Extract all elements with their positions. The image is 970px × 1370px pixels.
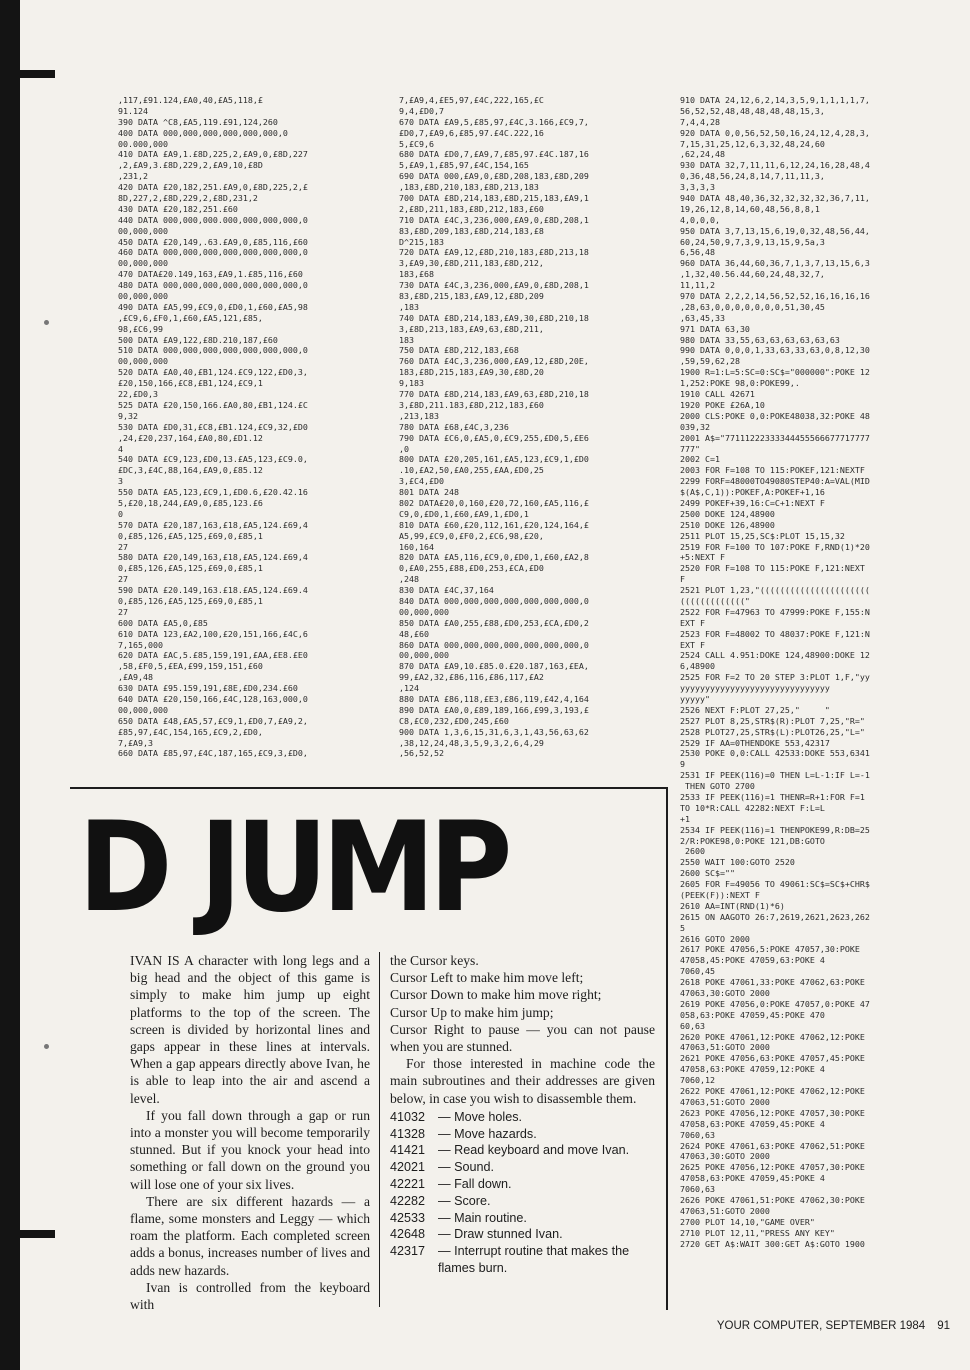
listing-line: ,38,12,24,48,3,5,9,3,2,6,4,29 <box>399 737 544 748</box>
listing-line: 2527 PLOT 8,25,STR$(R):PLOT 7,25,"R=" <box>680 715 865 726</box>
listing-line: 2616 GOTO 2000 <box>680 933 750 944</box>
listing-line: 525 DATA £20,150,166.£A0,80,£B1,124.£C <box>118 399 308 410</box>
listing-line: 4,0,0,0, <box>680 214 720 225</box>
listing-line: 27 <box>118 541 128 552</box>
listing-line: 2001 A$="77111222333344455566677717777 <box>680 432 870 443</box>
listing-line: 7,15,31,25,12,6,3,32,48,24,60 <box>680 138 825 149</box>
listing-line: 60,63 <box>680 1020 705 1031</box>
listing-line: 2621 POKE 47056,63:POKE 47057,45:POKE <box>680 1053 865 1064</box>
listing-line: ,231,2 <box>118 171 148 182</box>
listing-line: 2618 POKE 47061,33:POKE 47062,63:POKE <box>680 977 865 988</box>
listing-line: 850 DATA £A0,255,£88,£D0,253,£CA,£D0,2 <box>399 617 589 628</box>
page-footer <box>700 1320 950 1332</box>
listing-line: 480 DATA 000,000,000,000,000,000,000,0 <box>118 280 308 291</box>
article-left-column <box>130 952 370 1313</box>
subroutine-item <box>390 1109 655 1126</box>
listing-line: 430 DATA £20,182,251.£60 <box>118 203 238 214</box>
listing-line: C8,£C0,232,£D0,245,£60 <box>399 715 509 726</box>
listing-line: 00,000,000 <box>118 704 168 715</box>
listing-line: 7,4,4,28 <box>680 116 720 127</box>
listing-line: 183,£68 <box>399 269 434 280</box>
listing-column-2 <box>399 95 657 775</box>
listing-line: 5,£20,18,244,£A9,0,£85,123.£6 <box>118 497 263 508</box>
listing-line: 9,32 <box>118 410 138 421</box>
subroutine-item <box>390 1243 655 1277</box>
listing-line: 880 DATA £86,118,£E3,£86,119,£42,4,164 <box>399 693 589 704</box>
listing-line: ,124 <box>399 683 419 694</box>
listing-line: 56,52,52,48,48,48,48,48,15,3, <box>680 105 825 116</box>
listing-line: 2531 IF PEEK(116)=0 THEN L=L-1:IF L=-1 <box>680 770 870 781</box>
listing-line: 730 DATA £4C,3,236,000,£A9,0,£8D,208,1 <box>399 280 589 291</box>
subroutine-item <box>390 1126 655 1143</box>
listing-line: 2523 FOR F=48002 TO 48037:POKE F,121:N <box>680 628 870 639</box>
page-number: 91 <box>937 1320 950 1332</box>
listing-line: 7,£A9,3 <box>118 737 153 748</box>
listing-line: 950 DATA 3,7,13,15,6,19,0,32,48,56,44, <box>680 225 870 236</box>
listing-line: 550 DATA £A5,123,£C9,1,£D0.6,£20.42.16 <box>118 487 308 498</box>
listing-line: 420 DATA £20,182,251.£A9,0,£8D,225,2,£ <box>118 182 308 193</box>
listing-line: 0,36,48,56,24,8,14,7,11,11,3, <box>680 171 825 182</box>
listing-line: 8D,227,2,£8D,229,2,£8D,231,2 <box>118 193 258 204</box>
listing-line: ,213,183 <box>399 410 439 421</box>
listing-line: 990 DATA 0,0,0,1,33,63,33,63,0,8,12,30 <box>680 345 870 356</box>
listing-line: 058,63:POKE 47059,45:POKE 470 <box>680 1009 825 1020</box>
listing-line: ,24,£20,237,164,£A0,80,£D1.12 <box>118 432 263 443</box>
listing-line: yyyyy" <box>680 693 710 704</box>
subroutine-item <box>390 1142 655 1159</box>
print-speck <box>44 1044 49 1049</box>
listing-line: 2600 <box>680 846 705 857</box>
listing-line: 3,3,3,3 <box>680 182 715 193</box>
listing-line: 690 DATA 000,£A9,0,£8D,208,183,£8D,209 <box>399 171 589 182</box>
listing-line: 2002 C=1 <box>680 454 720 465</box>
listing-line: 1900 R=1:L=5:SC=0:SC$="000000":POKE 12 <box>680 367 870 378</box>
subroutine-item <box>390 1193 655 1210</box>
listing-line: 930 DATA 32,7,11,11,6,12,24,16,28,48,4 <box>680 160 870 171</box>
listing-line: 00,000,000 <box>118 356 168 367</box>
listing-line: 7,165,000 <box>118 639 163 650</box>
listing-line: 00,000,000 <box>118 291 168 302</box>
lives-paragraph: If you fall down through a gap or run into a monster you will become temporarily stunned. But if you knock your head into something or fall down on the ground you will lose one of your six lives. <box>130 1107 370 1192</box>
listing-line: 400 DATA 000,000,000,000,000,000,0 <box>118 127 288 138</box>
listing-line: 83,£8D,215,183,£A9,12,£8D,209 <box>399 291 544 302</box>
listing-line: 7060,45 <box>680 966 715 977</box>
listing-line: 460 DATA 000,000,000,000,000,000,000,0 <box>118 247 308 258</box>
listing-line: 660 DATA £85,97,£4C,187,165,£C9,3,£D0, <box>118 748 308 759</box>
listing-line: 2710 PLOT 12,11,"PRESS ANY KEY" <box>680 1227 835 1238</box>
listing-line: ,28,63,0,0,0,0,0,0,0,51,30,45 <box>680 301 825 312</box>
listing-line: 750 DATA £8D,212,183,£68 <box>399 345 519 356</box>
listing-line: 2600 SC$="" <box>680 868 735 879</box>
listing-line: 700 DATA £8D,214,183,£8D,215,183,£A9,1 <box>399 193 589 204</box>
listing-line: 5 <box>680 922 685 933</box>
subroutine-description: — Move hazards. <box>438 1126 537 1141</box>
listing-line: 840 DATA 000,000,000,000,000,000,000,0 <box>399 595 589 606</box>
listing-line: 2700 PLOT 14,10,"GAME OVER" <box>680 1216 815 1227</box>
listing-line: 940 DATA 48,40,36,32,32,32,32,36,7,11, <box>680 193 870 204</box>
listing-line: 3,£A9,30,£8D,211,183,£8D,212, <box>399 258 544 269</box>
listing-line: 2526 NEXT F:PLOT 27,25," " <box>680 704 830 715</box>
listing-line: 039,32 <box>680 421 710 432</box>
listing-line: 490 DATA £A5,99,£C9,0,£D0,1,£60,£A5,98 <box>118 301 308 312</box>
listing-line: .10,£A2,50,£A0,255,£AA,£D0,25 <box>399 465 544 476</box>
listing-line: 980 DATA 33,55,63,63,63,63,63,63 <box>680 334 840 345</box>
listing-line: 610 DATA 123,£A2,100,£20,151,166,£4C,6 <box>118 628 308 639</box>
listing-line: 11,11,2 <box>680 280 715 291</box>
article-box-top-rule <box>70 787 668 789</box>
listing-line: 970 DATA 2,2,2,14,56,52,52,16,16,16,16 <box>680 291 870 302</box>
listing-line: 810 DATA £60,£20,112,161,£20,124,164,£ <box>399 519 589 530</box>
listing-line: 800 DATA £20,205,161,£A5,123,£C9,1,£D0 <box>399 454 589 465</box>
listing-line: 820 DATA £A5,116,£C9,0,£D0,1,£60,£A2,8 <box>399 552 589 563</box>
listing-line: 0,£85,126,£A5,125,£69,0,£85,1 <box>118 563 263 574</box>
listing-line: ,58,£F0,5,£EA,£99,159,151,£60 <box>118 661 263 672</box>
listing-line: 777" <box>680 443 700 454</box>
listing-line: 2500 DOKE 124,48900 <box>680 508 775 519</box>
listing-line: 47063,51:GOTO 2000 <box>680 1205 770 1216</box>
listing-line: 2524 CALL 4.951:DOKE 124,48900:DOKE 12 <box>680 650 870 661</box>
listing-line: £20,150,166,£C8,£B1,124,£C9,1 <box>118 378 263 389</box>
subroutine-description: — Draw stunned Ivan. <box>438 1227 563 1242</box>
listing-column-1 <box>118 95 380 775</box>
listing-line: 2003 FOR F=108 TO 115:POKEF,121:NEXTF <box>680 465 865 476</box>
listing-line: 00,000,000 <box>399 606 449 617</box>
listing-line: 2615 ON AAGOTO 26:7,2619,2621,2623,262 <box>680 911 870 922</box>
listing-line: 670 DATA £A9,5,£85,97,£4C,3.166,£C9,7, <box>399 116 589 127</box>
listing-line: EXT F <box>680 639 705 650</box>
listing-line: 830 DATA £4C,37,164 <box>399 585 494 596</box>
listing-line: THEN GOTO 2700 <box>680 781 755 792</box>
left-edge-band <box>0 0 20 1370</box>
listing-line: 3,£8D,213,183,£A9,63,£8D,211, <box>399 323 544 334</box>
listing-line: ,62,24,48 <box>680 149 725 160</box>
article-box-right-rule <box>666 787 668 1310</box>
listing-line: 47063,30:GOTO 2000 <box>680 988 770 999</box>
subroutine-list <box>390 1109 655 1277</box>
listing-line: TO 10*R:CALL 42282:NEXT F:L=L <box>680 802 825 813</box>
listing-line: 710 DATA £4C,3,236,000,£A9,0,£8D,208,1 <box>399 214 589 225</box>
listing-line: C9,0,£D0,1,£60,£A9,1,£D0,1 <box>399 508 529 519</box>
listing-line: 98,£C6,99 <box>118 323 163 334</box>
listing-line: 870 DATA £A9,10.£85.0.£20.187,163,£EA, <box>399 661 589 672</box>
listing-line: 760 DATA £4C,3,236,000,£A9,12,£8D,20E, <box>399 356 589 367</box>
listing-line: £85,97,£4C,154,165,£C9,2,£D0, <box>118 726 263 737</box>
listing-line: 1920 POKE £26A,10 <box>680 399 765 410</box>
listing-line: ,117,£91.124,£A0,40,£A5,118,£ <box>118 95 263 105</box>
listing-line: 160,164 <box>399 541 434 552</box>
listing-line: 390 DATA ^C8,£A5,119.£91,124,260 <box>118 116 278 127</box>
listing-line: 2,£8D,211,183,£8D,212,183,£60 <box>399 203 544 214</box>
listing-line: 2499 POKEF+39,16:C=C+1:NEXT F <box>680 497 825 508</box>
listing-line: 630 DATA £95.159,191,£8E,£D0,234.£60 <box>118 683 298 694</box>
listing-line: 590 DATA £20.149,163.£18.£A5,124.£69.4 <box>118 585 308 596</box>
listing-line: 83,£8D,209,183,£8D,214,183,£8 <box>399 225 544 236</box>
listing-line: 510 DATA 000,000,000,000,000,000,000,0 <box>118 345 308 356</box>
listing-line: 3,£C4,£D0 <box>399 476 444 487</box>
controls-line: Cursor Down to make him move right; <box>390 987 602 1003</box>
listing-line: 2617 POKE 47056,5:POKE 47057,30:POKE <box>680 944 860 955</box>
listing-line: ,£C9,6,£F0,1,£60,£A5,121,£85, <box>118 312 263 323</box>
subroutine-description: — Main routine. <box>438 1210 527 1225</box>
listing-line: 2550 WAIT 100:GOTO 2520 <box>680 857 795 868</box>
listing-line: 801 DATA 248 <box>399 487 459 498</box>
listing-line: 5,£A9,1,£85,97,£4C,154,165 <box>399 160 529 171</box>
listing-line: 00,000,000 <box>118 225 168 236</box>
listing-line: 6,56,48 <box>680 247 715 258</box>
listing-line: 0,£A0,255,£88,£D0,253,£CA,£D0 <box>399 563 544 574</box>
listing-line: 47058,63:POKE 47059,12:POKE 4 <box>680 1064 825 1075</box>
listing-line: 5,£C9,6 <box>399 138 434 149</box>
subroutine-address: 42282 <box>390 1193 426 1208</box>
listing-line: 2625 POKE 47056,12:POKE 47057,30:POKE <box>680 1162 865 1173</box>
listing-line: 540 DATA £C9,123,£D0,13.£A5,123,£C9.0, <box>118 454 308 465</box>
subroutine-item <box>390 1210 655 1227</box>
listing-line: 2530 POKE 0,0:CALL 42533:DOKE 553,6341 <box>680 748 870 759</box>
listing-line: 00,000,000 <box>399 650 449 661</box>
subroutine-description: — Read keyboard and move Ivan. <box>438 1143 630 1158</box>
listing-line: ,56,52,52 <box>399 748 444 759</box>
listing-line: 60,24,50,9,7,3,9,13,15,9,5a,3 <box>680 236 825 247</box>
listing-line: 1910 CALL 42671 <box>680 389 755 400</box>
listing-line: ,248 <box>399 574 419 585</box>
intro-paragraph: IVAN IS A character with long legs and a big head and the object of this game is simply to make him jump up eight platforms to the top of the screen. The screen is divided by horizontal lines and gaps appear in these lines at intervals. When a gap appears directly above Ivan, he is able to leap into the air and ascend a level. <box>130 953 370 1106</box>
subroutine-address: 42221 <box>390 1177 426 1192</box>
listing-line: 1,252:POKE 98,0:POKE99,. <box>680 378 800 389</box>
listing-line: 3,£8D,211.183,£8D,212,183,£60 <box>399 399 544 410</box>
article-right-column <box>390 952 655 1277</box>
listing-line: 650 DATA £48,£A5,57,£C9,1,£D0,7,£A9,2, <box>118 715 308 726</box>
listing-line: 2623 POKE 47056,12:POKE 47057,30:POKE <box>680 1107 865 1118</box>
listing-line: 47063,51:GOTO 2000 <box>680 1042 770 1053</box>
listing-line: 6,48900 <box>680 661 715 672</box>
listing-line: +5:NEXT F <box>680 552 725 563</box>
listing-line: 770 DATA £8D,214,183,£A9,63,£8D,210,18 <box>399 389 589 400</box>
controls-line: Cursor Left to make him move left; <box>390 970 584 986</box>
machine-code-paragraph: For those interested in machine code the main subroutines and their addresses are given below, in case you wish to disassemble them. <box>390 1056 655 1106</box>
publication-name: YOUR COMPUTER, SEPTEMBER 1984 <box>716 1320 926 1332</box>
listing-line: 48,£60 <box>399 628 429 639</box>
print-speck <box>44 320 49 325</box>
listing-line: 2000 CLS:POKE 0,0:POKE48038,32:POKE 48 <box>680 410 870 421</box>
listing-line: 7060,63 <box>680 1184 715 1195</box>
listing-line: 3 <box>118 476 123 487</box>
listing-line: 740 DATA £8D,214,183,£A9,30,£8D,210,18 <box>399 312 589 323</box>
listing-line: 9,183 <box>399 378 424 389</box>
listing-line: ,183,£8D,210,183,£8D,213,183 <box>399 182 539 193</box>
subroutine-address: 42021 <box>390 1160 426 1175</box>
subroutine-description: — Sound. <box>438 1160 495 1175</box>
listing-line: 900 DATA 1,3,6,15,31,6,3,1,43,56,63,62 <box>399 726 589 737</box>
listing-line: 2511 PLOT 15,25,SC$:PLOT 15,15,32 <box>680 530 845 541</box>
article-headline: D JUMP <box>78 796 506 940</box>
subroutine-description: — Fall down. <box>438 1177 512 1192</box>
listing-line: EXT F <box>680 617 705 628</box>
subroutine-address: 42648 <box>390 1227 426 1242</box>
listing-line: 7060,12 <box>680 1075 715 1086</box>
subroutine-address: 41328 <box>390 1126 426 1141</box>
listing-line: 0,£85,126,£A5,125,£69,0,£85,1 <box>118 530 263 541</box>
listing-line: 440 DATA 000,000,000.000,000,000,000,0 <box>118 214 308 225</box>
listing-line: 520 DATA £A0,40,£B1,124.£C9,122,£D0,3, <box>118 367 308 378</box>
listing-line: 2525 FOR F=2 TO 20 STEP 3:PLOT 1,F,"yy <box>680 672 870 683</box>
subroutine-description: — Interrupt routine that makes the flames burn. <box>438 1244 630 1275</box>
listing-line: (((((((((((((" <box>680 595 750 606</box>
listing-line: 2620 POKE 47061,12:POKE 47062,12:POKE <box>680 1031 865 1042</box>
listing-line: 2529 IF AA=0THENDOKE 553,42317 <box>680 737 830 748</box>
listing-line: 00.000,000 <box>118 138 168 149</box>
edge-notch-bottom <box>0 1230 55 1238</box>
listing-line: 2510 DOKE 126,48900 <box>680 519 775 530</box>
listing-line: 0,£85,126,£A5,125,£69,0,£85,1 <box>118 595 263 606</box>
listing-line: 7,£A9,4,£E5,97,£4C,222,165,£C <box>399 95 544 105</box>
listing-line: 470 DATA£20.149,163,£A9,1.£85,116,£60 <box>118 269 303 280</box>
listing-line: 971 DATA 63,30 <box>680 323 750 334</box>
listing-line: 183 <box>399 334 414 345</box>
listing-line: 19,26,12,8,14,60,48,56,8,8,1 <box>680 203 820 214</box>
hazards-paragraph: There are six different hazards — a flame, some monsters and Leggy — which roam the platform. Each completed screen adds a bonus, increases number of lives and adds new hazards. <box>130 1193 370 1278</box>
listing-line: 7060,63 <box>680 1129 715 1140</box>
controls-intro-paragraph: Ivan is controlled from the keyboard with <box>130 1279 370 1313</box>
listing-line: 802 DATA£20,0,160,£20,72,160,£A5,116,£ <box>399 497 589 508</box>
listing-line: 860 DATA 000,000,000,000,000,000,000,0 <box>399 639 589 650</box>
listing-line: 530 DATA £D0,31,£C8,£B1.124,£C9,32,£D0 <box>118 421 308 432</box>
listing-line: 27 <box>118 606 128 617</box>
listing-line: 890 DATA £A0,0,£89,189,166,£99,3,193,£ <box>399 704 589 715</box>
listing-line: D^215,183 <box>399 236 444 247</box>
listing-line: 99,£A2,32,£86,116,£86,117,£A2 <box>399 672 544 683</box>
listing-line: 2619 POKE 47056,0:POKE 47057,0:POKE 47 <box>680 998 870 1009</box>
listing-line: (PEEK(F)):NEXT F <box>680 890 760 901</box>
listing-line: ,183 <box>399 301 419 312</box>
listing-line: 580 DATA £20,149,163,£18,£A5,124.£69,4 <box>118 552 308 563</box>
subroutine-description: — Move holes. <box>438 1109 522 1124</box>
listing-line: 0 <box>118 508 123 519</box>
listing-line: ,0 <box>399 443 409 454</box>
listing-line: 570 DATA £20,187,163,£18,£A5,124.£69,4 <box>118 519 308 530</box>
listing-line: 450 DATA £20,149,.63.£A9,0,£85,116,£60 <box>118 236 308 247</box>
listing-line: 47063,51:GOTO 2000 <box>680 1096 770 1107</box>
listing-line: 790 DATA £C6,0,£A5,0,£C9,255,£D0,5,£E6 <box>399 432 589 443</box>
listing-line: 47058,63:POKE 47059,45:POKE 4 <box>680 1118 825 1129</box>
listing-line: 2720 GET A$:WAIT 300:GET A$:GOTO 1900 <box>680 1238 865 1249</box>
listing-line: 2626 POKE 47061,51:POKE 47062,30:POKE <box>680 1194 865 1205</box>
edge-notch-top <box>0 70 55 78</box>
listing-line: 2/R:POKE98,0:POKE 121,DB:GOTO <box>680 835 825 846</box>
listing-line: 00,000,000 <box>118 258 168 269</box>
listing-line: 2622 POKE 47061,12:POKE 47062,12:POKE <box>680 1086 865 1097</box>
listing-line: 9 <box>680 759 685 770</box>
listing-line: 2610 AA=INT(RND(1)*6) <box>680 900 785 911</box>
listing-line: £DC,3,£4C,88,164,£A9,0,£85.12 <box>118 465 263 476</box>
listing-line: 2521 PLOT 1,23,"(((((((((((((((((((((( <box>680 585 870 596</box>
listing-line: 620 DATA £AC,5.£85,159,191,£AA,£E8.£E0 <box>118 650 308 661</box>
listing-line: +1 <box>680 813 690 824</box>
listing-line: 910 DATA 24,12,6,2,14,3,5,9,1,1,1,1,7, <box>680 95 870 105</box>
subroutine-item <box>390 1226 655 1243</box>
listing-line: 2522 FOR F=47963 TO 47999:POKE F,155:N <box>680 606 870 617</box>
listing-line: 920 DATA 0,0,56,52,50,16,24,12,4,28,3, <box>680 127 870 138</box>
listing-line: 2528 PLOT27,25,STR$(L):PLOT26,25,"L=" <box>680 726 865 737</box>
listing-line: 27 <box>118 574 128 585</box>
listing-line: ,£A9,48 <box>118 672 153 683</box>
listing-line: 4 <box>118 443 123 454</box>
subroutine-address: 42317 <box>390 1244 426 1259</box>
subroutine-address: 41421 <box>390 1143 426 1158</box>
listing-line: 2520 FOR F=108 TO 115:POKE F,121:NEXT <box>680 563 865 574</box>
controls-line: Cursor Up to make him jump; <box>390 1004 554 1020</box>
listing-line: 960 DATA 36,44,60,36,7,1,3,7,13,15,6,3 <box>680 258 870 269</box>
subroutine-item <box>390 1159 655 1176</box>
listing-line: 47058,45:POKE 47059,63:POKE 4 <box>680 955 825 966</box>
listing-line: 680 DATA £D0,7,£A9,7,£85,97.£4C.187,16 <box>399 149 589 160</box>
listing-line: 2624 POKE 47061,63:POKE 47062,51:POKE <box>680 1140 865 1151</box>
column-divider <box>379 952 380 1307</box>
listing-line: ,2,£A9,3.£8D,229,2,£A9,10,£8D <box>118 160 263 171</box>
listing-line: $(A$,C,1)):POKEF,A:POKEF+1,16 <box>680 487 825 498</box>
listing-line: 91.124 <box>118 105 148 116</box>
listing-line: £D0,7,£A9,6,£85,97.£4C.222,16 <box>399 127 544 138</box>
controls-line: Cursor Right to pause — you can not pause when you are stunned. <box>390 1021 655 1055</box>
listing-line: yyyyyyyyyyyyyyyyyyyyyyyyyyyyyy <box>680 683 830 694</box>
listing-line: ,63,45,33 <box>680 312 725 323</box>
subroutine-address: 42533 <box>390 1210 426 1225</box>
listing-line: 2605 FOR F=49056 TO 49061:SC$=SC$+CHR$ <box>680 879 870 890</box>
listing-line: A5,99,£C9,0,£F0,2,£C6,98,£20, <box>399 530 544 541</box>
listing-line: 2299 FORF=48000TO49080STEP40:A=VAL(MID <box>680 476 870 487</box>
listing-line: 2534 IF PEEK(116)=1 THENPOKE99,R:DB=25 <box>680 824 870 835</box>
listing-line: 47063,30:GOTO 2000 <box>680 1151 770 1162</box>
listing-line: F <box>680 574 685 585</box>
listing-column-3 <box>680 95 950 1310</box>
listing-line: 500 DATA £A9,122,£8D.210,187,£60 <box>118 334 278 345</box>
listing-line: 600 DATA £A5,0,£85 <box>118 617 208 628</box>
listing-line: ,1,32,40.56.44,60,24,48,32,7, <box>680 269 825 280</box>
listing-line: 22,£D0,3 <box>118 389 158 400</box>
listing-line: 9,4,£D0,7 <box>399 105 444 116</box>
subroutine-item <box>390 1176 655 1193</box>
subroutine-address: 41032 <box>390 1109 426 1124</box>
listing-line: ,59,59,62,28 <box>680 356 740 367</box>
listing-line: 2519 FOR F=100 TO 107:POKE F,RND(1)*20 <box>680 541 870 552</box>
controls-line: the Cursor keys. <box>390 953 479 968</box>
listing-line: 2533 IF PEEK(116)=1 THENR=R+1:FOR F=1 <box>680 792 865 802</box>
subroutine-description: — Score. <box>438 1193 491 1208</box>
listing-line: 183,£8D,215,183,£A9,30,£8D,20 <box>399 367 544 378</box>
listing-line: 640 DATA £20,150,166,£4C,128,163,000,0 <box>118 693 308 704</box>
listing-line: 780 DATA £68,£4C,3,236 <box>399 421 509 432</box>
listing-line: 410 DATA £A9,1.£8D,225,2,£A9,0,£8D,227 <box>118 149 308 160</box>
listing-line: 47058,63:POKE 47059,45:POKE 4 <box>680 1173 825 1184</box>
listing-line: 720 DATA £A9,12,£8D,210,183,£8D,213,18 <box>399 247 589 258</box>
